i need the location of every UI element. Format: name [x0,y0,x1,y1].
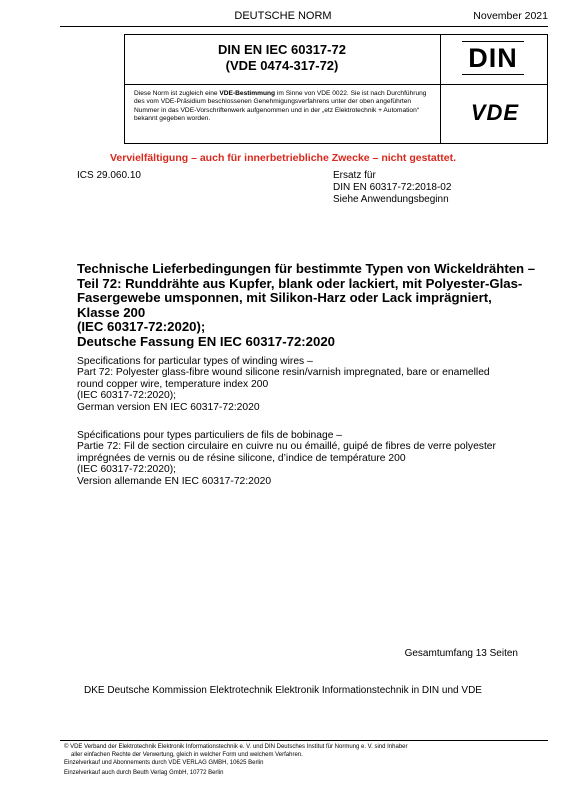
footer-divider [60,740,548,741]
english-title-line: Part 72: Polyester glass-fibre wound silicone resin/varnish impregnated, bare or enamelled [77,367,490,379]
german-title-line: Teil 72: Runddrähte aus Kupfer, blank oder lackiert, mit Polyester-Glas- [77,275,523,291]
vde-note-text-2: im Sinne von VDE 0022. Sie ist nach Durchführung des vom VDE-Präsidium beschlossenen Genehmigungsverfahrens unter der oben angeführten Nummer in das VDE-Vorschriftenwerk aufgenommen und in der „etz Elektrotechnik + Automation“ bekannt gegeben worden. [134,90,427,123]
german-title [77,262,537,350]
english-title-line: (IEC 60317-72:2020); [77,390,177,402]
english-title-line: round copper wire, temperature index 200 [77,378,269,390]
reproduction-warning: Vervielfältigung – auch für innerbetriebliche Zwecke – nicht gestattet. [109,152,456,164]
french-title-line: (IEC 60317-72:2020); [77,464,177,476]
french-title-line: Partie 72: Fil de section circulaire en cuivre nu ou émaillé, guipé de fibres de verre polyester [77,441,496,453]
norm-type-header: DEUTSCHE NORM [234,10,332,22]
french-title-line: Version allemande EN IEC 60317-72:2020 [77,475,272,487]
ics-code: ICS 29.060.10 [77,170,141,181]
total-pages: Gesamtumfang 13 Seiten [404,648,518,659]
document-number [124,42,440,74]
din-logo-top-bar [462,41,524,42]
english-title-line: German version EN IEC 60317-72:2020 [77,401,260,413]
french-title-line: Spécifications pour types particuliers de fils de bobinage – [77,430,343,441]
replacement-info [333,170,451,206]
english-title-line: Specifications for particular types of winding wires – [77,356,313,367]
footer [64,744,534,777]
copyright-line: © VDE Verband der Elektrotechnik Elektronik Informationstechnik e. V. und DIN Deutsches Institut für Normung e. V. sind Inhaber [64,744,408,750]
german-title-line: Fasergewebe umsponnen, mit Silikon-Harz oder Lack imprägniert, [77,290,492,306]
german-title-line: Klasse 200 [77,304,146,320]
replacement-label: Ersatz für [333,170,376,181]
vde-number: (VDE 0474-317-72) [225,58,339,73]
application-start-note: Siehe Anwendungsbeginn [333,194,449,205]
copyright-line: aller einfachen Rechte der Verwertung, gleich in welcher Form und welchem Verfahren. [71,751,303,758]
sales-beuth-verlag: Einzelverkauf auch durch Beuth Verlag GmbH, 10772 Berlin [64,769,224,776]
vde-note-text-1: Diese Norm ist zugleich eine [134,90,220,97]
din-logo-bottom-bar [462,74,524,75]
din-logo [462,41,524,77]
din-number: DIN EN IEC 60317-72 [218,42,346,57]
vde-determination-note [134,90,434,124]
english-title [77,356,547,413]
french-title-line: imprégnées de vernis ou de résine silicone, d’indice de température 200 [77,452,406,464]
title-block-separator [440,34,441,144]
vde-logo: VDE [470,100,520,125]
french-title [77,430,547,487]
german-title-line: (IEC 60317-72:2020); [77,319,206,335]
replaced-standard: DIN EN 60317-72:2018-02 [333,182,452,193]
publication-date: November 2021 [473,10,548,22]
german-title-line: Deutsche Fassung EN IEC 60317-72:2020 [77,333,336,349]
header-divider [60,26,548,27]
din-logo-text: DIN [468,43,518,73]
dke-committee: DKE Deutsche Kommission Elektrotechnik Elektronik Informationstechnik in DIN und VDE [84,685,482,696]
title-block [124,34,548,144]
german-title-line: Technische Lieferbedingungen für bestimmte Typen von Wickeldrähten – [77,261,536,276]
sales-vde-verlag: Einzelverkauf und Abonnements durch VDE VERLAG GMBH, 10625 Berlin [64,760,264,767]
vde-note-bold: VDE-Bestimmung [219,90,276,97]
